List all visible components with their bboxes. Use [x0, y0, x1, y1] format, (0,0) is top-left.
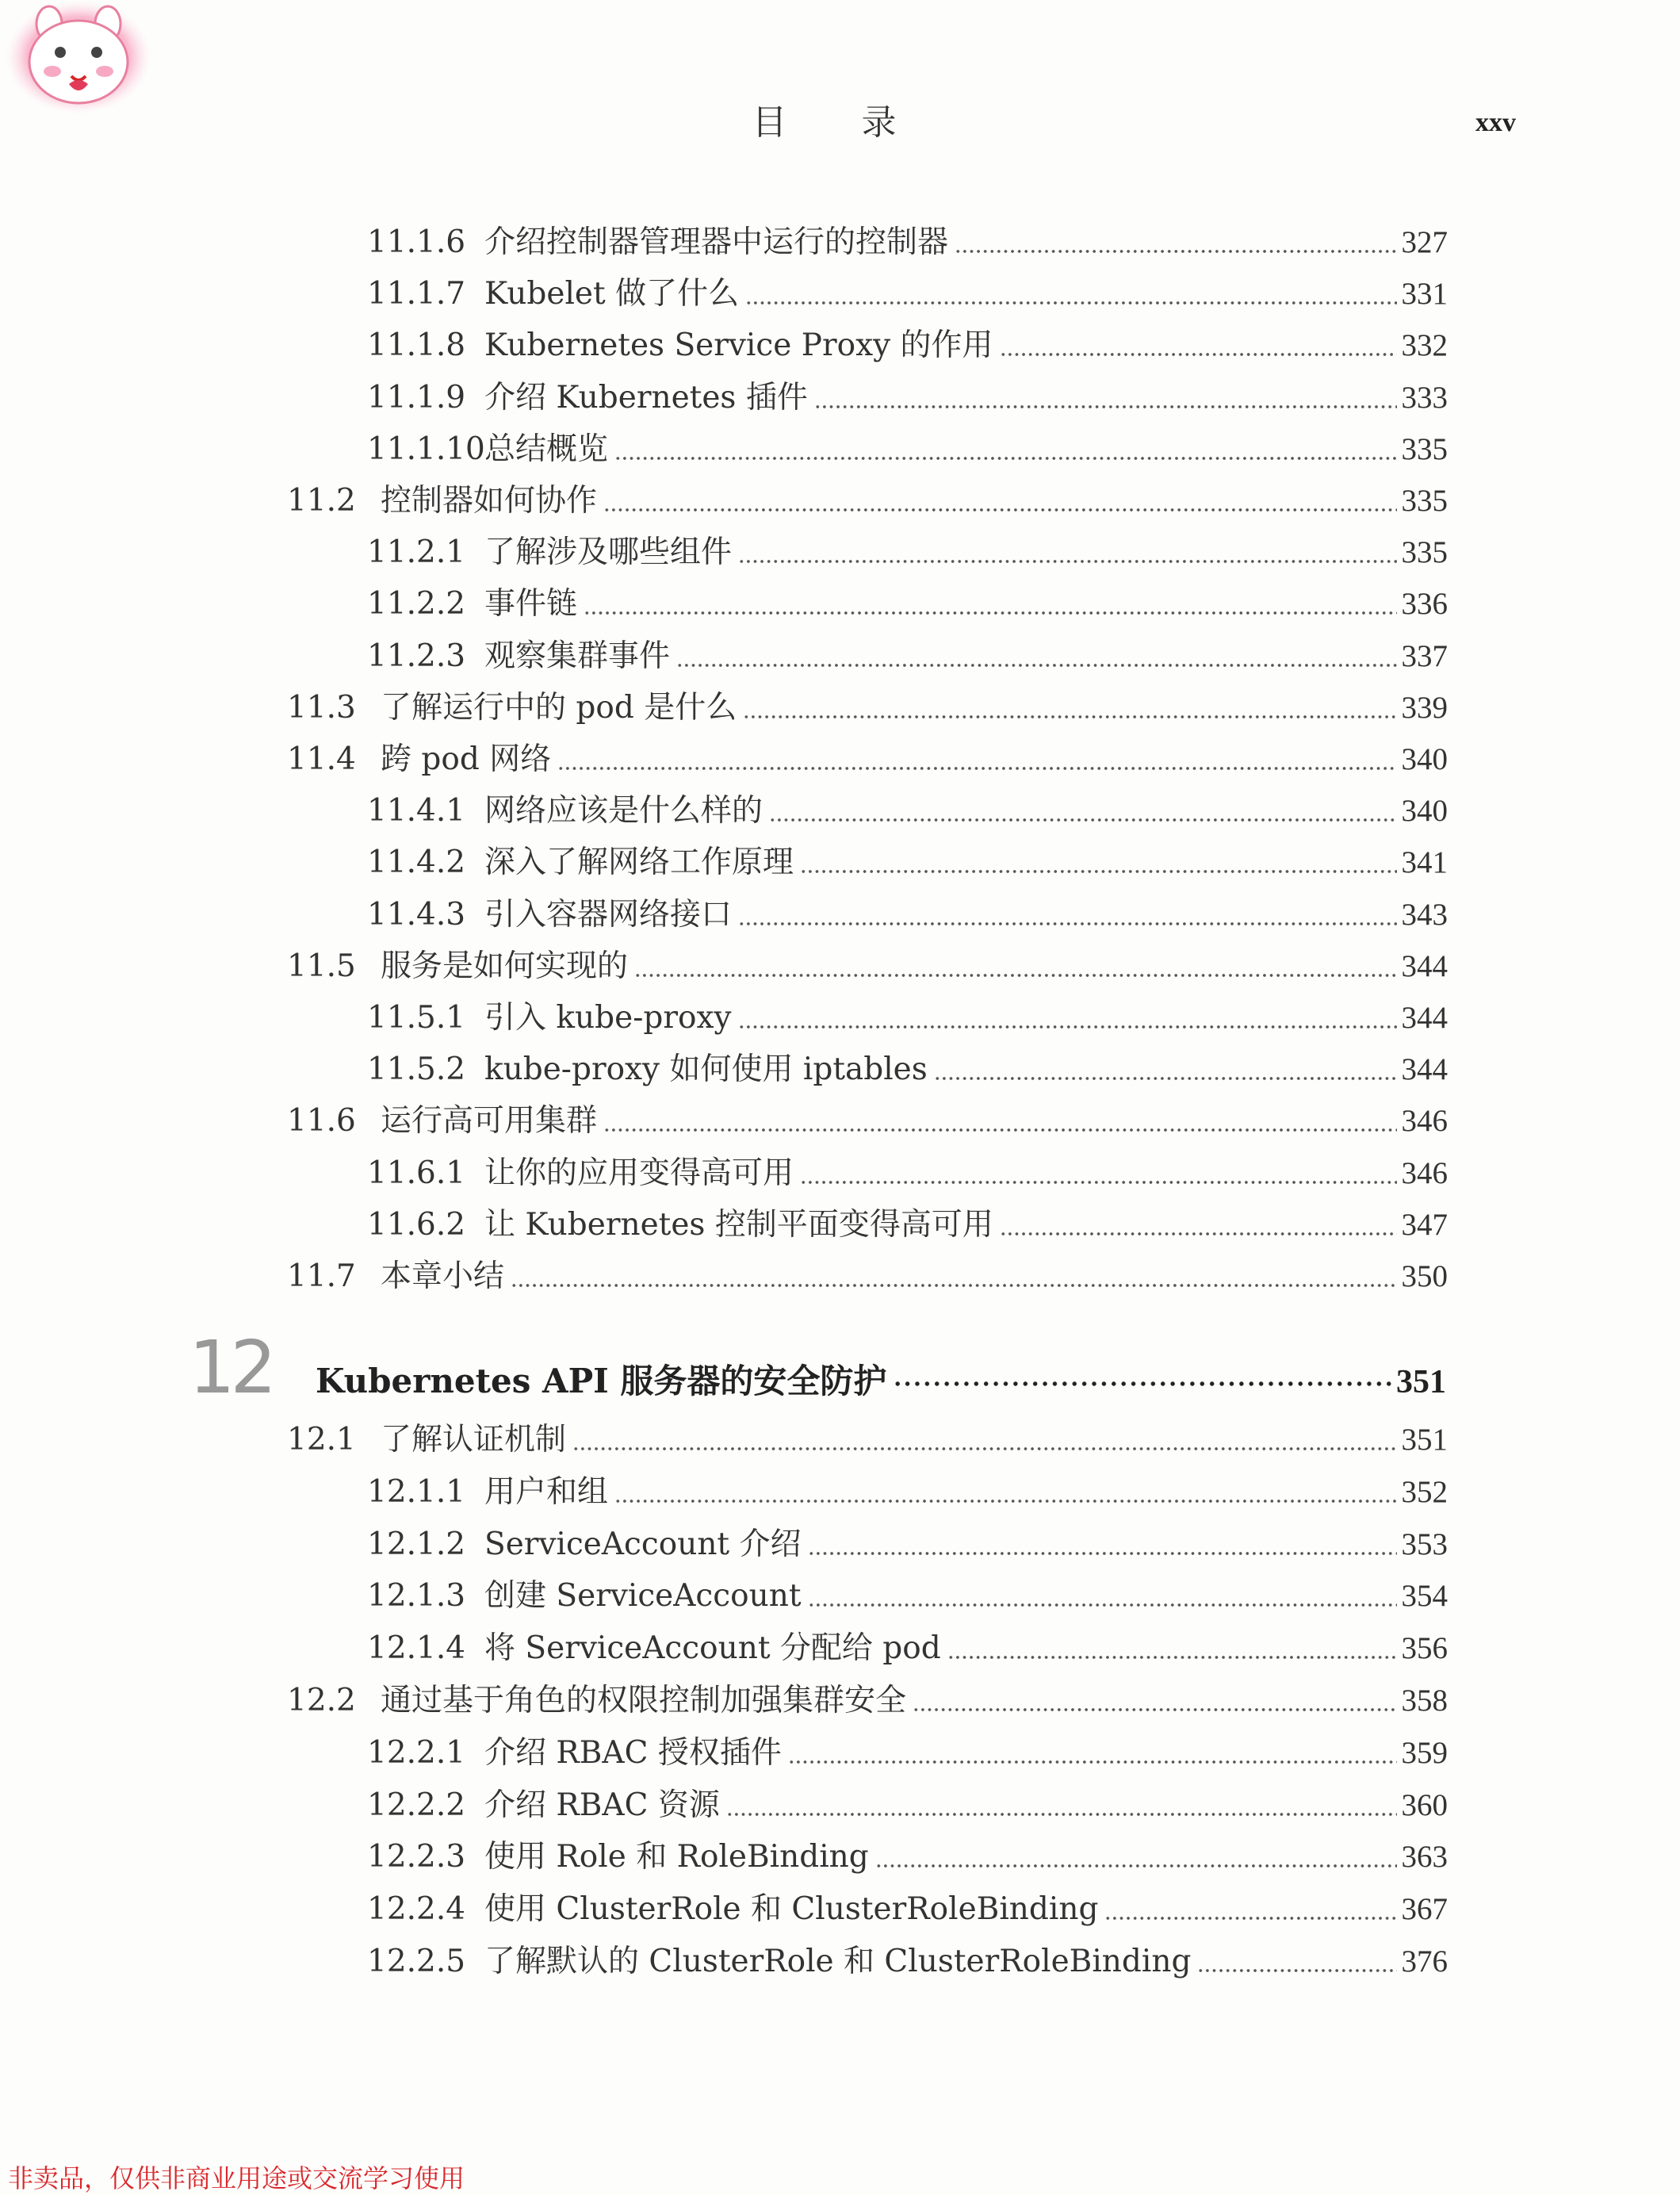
toc-entry[interactable]: [367, 532, 1448, 573]
toc-entry[interactable]: [287, 739, 1448, 780]
toc-entry-page: 352: [1401, 1474, 1448, 1509]
toc-entry[interactable]: [367, 1837, 1448, 1878]
toc-entry-number: 12.2.1: [367, 1734, 466, 1771]
toc-entry[interactable]: [367, 636, 1448, 677]
toc-entry-number: 11.4.2: [367, 845, 466, 881]
chapter-number: 12: [189, 1325, 273, 1410]
toc-entry-number: 11.4.1: [367, 793, 466, 829]
toc-entry-number: 12.1.3: [367, 1578, 466, 1615]
toc-entry-title: 控制器如何协作: [381, 483, 598, 519]
toc-entry-page: 358: [1401, 1684, 1448, 1718]
toc-entry-page: 340: [1401, 794, 1448, 829]
toc-entry-number: 11.5.1: [367, 1000, 466, 1036]
toc-entry-number: 12.2.5: [367, 1944, 466, 1979]
toc-entry-page: 363: [1401, 1840, 1448, 1875]
toc-entry[interactable]: [287, 1101, 1448, 1142]
toc-entry-page: 331: [1401, 277, 1448, 312]
dot-leader: [676, 663, 1396, 668]
dot-leader: [557, 766, 1396, 771]
toc-entry-number: 11.3: [287, 689, 356, 726]
toc-entry[interactable]: [367, 1049, 1448, 1090]
toc-entry-page: 333: [1401, 380, 1448, 415]
dot-leader: [1000, 352, 1397, 357]
toc-entry-number: 11.1.10: [367, 431, 485, 467]
toc-entry-title: 本章小结: [381, 1258, 505, 1294]
toc-entry-title: 使用 Role 和 RoleBinding: [484, 1839, 869, 1875]
dot-leader: [726, 1812, 1397, 1817]
toc-entry-page: 343: [1401, 897, 1448, 932]
toc-entry-title: 引入容器网络接口: [484, 896, 733, 933]
toc-entry-title: Kubelet 做了什么: [484, 276, 740, 312]
chapter-page: 351: [1396, 1364, 1446, 1400]
page-header-title: 目 录: [752, 102, 928, 143]
toc-entry-page: 335: [1401, 431, 1448, 466]
dot-leader: [769, 818, 1396, 822]
toc-entry[interactable]: [367, 791, 1448, 832]
toc-entry-page: 359: [1401, 1735, 1448, 1770]
toc-entry-title: 介绍 RBAC 资源: [484, 1787, 720, 1823]
toc-entry-number: 11.2.1: [367, 534, 466, 571]
toc-entry-title: 了解运行中的 pod 是什么: [381, 689, 737, 726]
toc-entry[interactable]: [287, 1419, 1448, 1461]
toc-entry[interactable]: [287, 1680, 1448, 1722]
toc-entry-number: 11.5.2: [367, 1052, 466, 1088]
toc-entry-number: 12.2: [287, 1683, 356, 1718]
dot-leader: [1197, 1968, 1396, 1973]
dot-leader: [738, 921, 1396, 926]
toc-entry-title: 事件链: [484, 586, 578, 622]
toc-entry-page: 354: [1401, 1579, 1448, 1614]
toc-entry[interactable]: [367, 1576, 1448, 1617]
toc-entry-page: 347: [1401, 1207, 1448, 1242]
toc-entry-page: 350: [1401, 1259, 1448, 1293]
toc-entry-number: 12.1.2: [367, 1526, 466, 1562]
toc-entry-title: ServiceAccount 介绍: [484, 1526, 802, 1562]
dot-leader: [614, 456, 1396, 461]
dot-leader: [745, 301, 1396, 305]
toc-entry-number: 12.2.3: [367, 1839, 466, 1875]
dot-leader: [743, 714, 1396, 719]
toc-entry[interactable]: [367, 998, 1448, 1039]
dot-leader: [814, 404, 1397, 409]
toc-entry-number: 12.2.4: [367, 1891, 466, 1928]
toc-entry-number: 11.1.6: [367, 224, 466, 260]
toc-entry-page: 336: [1401, 587, 1448, 622]
chapter-title: Kubernetes API 服务器的安全防护: [316, 1362, 887, 1400]
toc-entry[interactable]: [367, 894, 1448, 936]
toc-entry-number: 11.6.1: [367, 1155, 466, 1191]
dot-leader: [1104, 1916, 1396, 1921]
toc-entry-number: 12.1.4: [367, 1630, 466, 1667]
toc-entry-title: 创建 ServiceAccount: [484, 1578, 802, 1615]
toc-entry-number: 11.2: [287, 483, 356, 519]
toc-entry-page: 344: [1401, 1052, 1448, 1087]
toc-entry-number: 12.2.2: [367, 1787, 466, 1823]
toc-entry-number: 12.1.1: [367, 1473, 466, 1510]
toc-entry[interactable]: [287, 481, 1448, 522]
toc-entry-page: 346: [1401, 1104, 1448, 1139]
toc-entry-number: 11.1.9: [367, 379, 466, 416]
toc-entry-page: 340: [1401, 742, 1448, 776]
dot-leader: [584, 611, 1396, 615]
toc-entry-title: Kubernetes Service Proxy 的作用: [484, 328, 993, 364]
toc-entry-page: 335: [1401, 484, 1448, 518]
dot-leader: [738, 559, 1396, 564]
toc-entry[interactable]: [287, 946, 1448, 987]
toc-entry-page: 367: [1401, 1892, 1448, 1927]
toc-entry[interactable]: [367, 1889, 1448, 1930]
toc-entry-page: 337: [1401, 638, 1448, 673]
toc-entry-title: 跨 pod 网络: [381, 741, 552, 777]
toc-entry-number: 11.1.8: [367, 328, 466, 364]
dot-leader: [875, 1864, 1397, 1868]
dot-leader: [738, 1025, 1397, 1029]
toc-entry-title: 通过基于角色的权限控制加强集群安全: [381, 1683, 907, 1718]
toc-entry[interactable]: [367, 842, 1448, 883]
dot-leader: [603, 1128, 1396, 1132]
toc-entry-title: 使用 ClusterRole 和 ClusterRoleBinding: [484, 1891, 1099, 1928]
toc-entry-title: 让你的应用变得高可用: [484, 1155, 794, 1191]
toc-entry-title: 了解默认的 ClusterRole 和 ClusterRoleBinding: [484, 1944, 1192, 1979]
toc-entry[interactable]: [367, 429, 1448, 470]
toc-entry-number: 12.1: [287, 1422, 356, 1458]
dot-leader: [614, 1499, 1396, 1504]
dot-leader: [947, 1655, 1397, 1660]
toc-entry-page: 344: [1401, 948, 1448, 983]
toc-entry-page: 353: [1401, 1527, 1448, 1561]
dot-leader: [800, 1180, 1396, 1185]
toc-entry-title: 让 Kubernetes 控制平面变得高可用: [484, 1206, 993, 1243]
toc-entry[interactable]: [367, 274, 1448, 315]
dot-leader: [808, 1551, 1397, 1556]
toc-entry[interactable]: [367, 1153, 1448, 1194]
toc-entry-number: 11.6: [287, 1103, 356, 1140]
toc-entry[interactable]: [367, 1472, 1448, 1513]
toc-entry-page: 351: [1401, 1423, 1448, 1457]
toc-entry-title: 服务是如何实现的: [381, 948, 629, 984]
toc-entry-title: 了解认证机制: [381, 1422, 567, 1458]
toc-entry[interactable]: [367, 1733, 1448, 1774]
dot-leader: [934, 1076, 1397, 1081]
toc-entry[interactable]: [367, 1205, 1448, 1246]
toc-entry[interactable]: [367, 325, 1448, 366]
toc-entry-title: 介绍 RBAC 授权插件: [484, 1734, 782, 1771]
dot-leader: [893, 1381, 1391, 1387]
toc-entry-number: 11.6.2: [367, 1206, 466, 1243]
dot-leader: [800, 869, 1396, 874]
page-number: xxv: [1475, 108, 1516, 137]
dot-leader: [788, 1760, 1397, 1764]
toc-entry-number: 11.2.3: [367, 638, 466, 674]
toc-entry-number: 11.7: [287, 1258, 356, 1294]
footer-note: 非卖品，仅供非商业用途或交流学习使用: [8, 2163, 465, 2193]
toc-entry[interactable]: [367, 377, 1448, 419]
toc-entry-page: 346: [1401, 1155, 1448, 1190]
toc-entry-page: 327: [1401, 225, 1448, 259]
toc-entry-title: 将 ServiceAccount 分配给 pod: [484, 1630, 941, 1667]
toc-entry-page: 341: [1401, 845, 1448, 880]
dot-leader: [913, 1707, 1396, 1712]
toc-entry[interactable]: [367, 1628, 1448, 1669]
dot-leader: [511, 1283, 1396, 1288]
toc-entry-number: 11.5: [287, 948, 356, 984]
toc-entry-number: 11.1.7: [367, 276, 466, 312]
toc-entry[interactable]: [367, 1785, 1448, 1826]
toc-entry-title: 用户和组: [484, 1473, 609, 1510]
toc-entry-title: 总结概览: [484, 431, 609, 467]
toc-entry-title: 了解涉及哪些组件: [484, 534, 733, 571]
toc-entry-title: 深入了解网络工作原理: [484, 845, 794, 881]
toc-entry-page: 339: [1401, 690, 1448, 725]
toc-entry-page: 376: [1401, 1944, 1448, 1979]
toc-entry-page: 360: [1401, 1787, 1448, 1822]
toc-entry-page: 356: [1401, 1631, 1448, 1666]
toc-entry[interactable]: [287, 688, 1448, 729]
chapter-heading[interactable]: [189, 1325, 1446, 1410]
toc-entry-number: 11.2.2: [367, 586, 466, 622]
toc-entry-title: kube-proxy 如何使用 iptables: [484, 1052, 928, 1088]
toc-entry-title: 介绍控制器管理器中运行的控制器: [484, 224, 949, 260]
toc-entry-title: 介绍 Kubernetes 插件: [484, 379, 808, 416]
dot-leader: [955, 249, 1396, 254]
dot-leader: [572, 1446, 1396, 1451]
dot-leader: [808, 1603, 1397, 1607]
toc-entry-title: 网络应该是什么样的: [484, 793, 763, 829]
toc-entry-page: 335: [1401, 535, 1448, 570]
dot-leader: [1000, 1232, 1397, 1236]
toc-entry-page: 344: [1401, 1001, 1448, 1035]
toc-entry[interactable]: [367, 222, 1448, 263]
toc-entry[interactable]: [367, 584, 1448, 625]
toc-entry-title: 观察集群事件: [484, 638, 671, 674]
toc-entry-number: 11.4: [287, 741, 356, 777]
toc-entry[interactable]: [367, 1941, 1448, 1982]
toc-entry-title: 引入 kube-proxy: [484, 1000, 732, 1036]
dot-leader: [603, 508, 1396, 512]
dot-leader: [634, 973, 1396, 978]
toc-entry[interactable]: [287, 1256, 1448, 1297]
toc-entry[interactable]: [367, 1524, 1448, 1565]
toc-entry-title: 运行高可用集群: [381, 1103, 598, 1140]
toc-entry-page: 332: [1401, 328, 1448, 363]
toc-entry-number: 11.4.3: [367, 896, 466, 933]
